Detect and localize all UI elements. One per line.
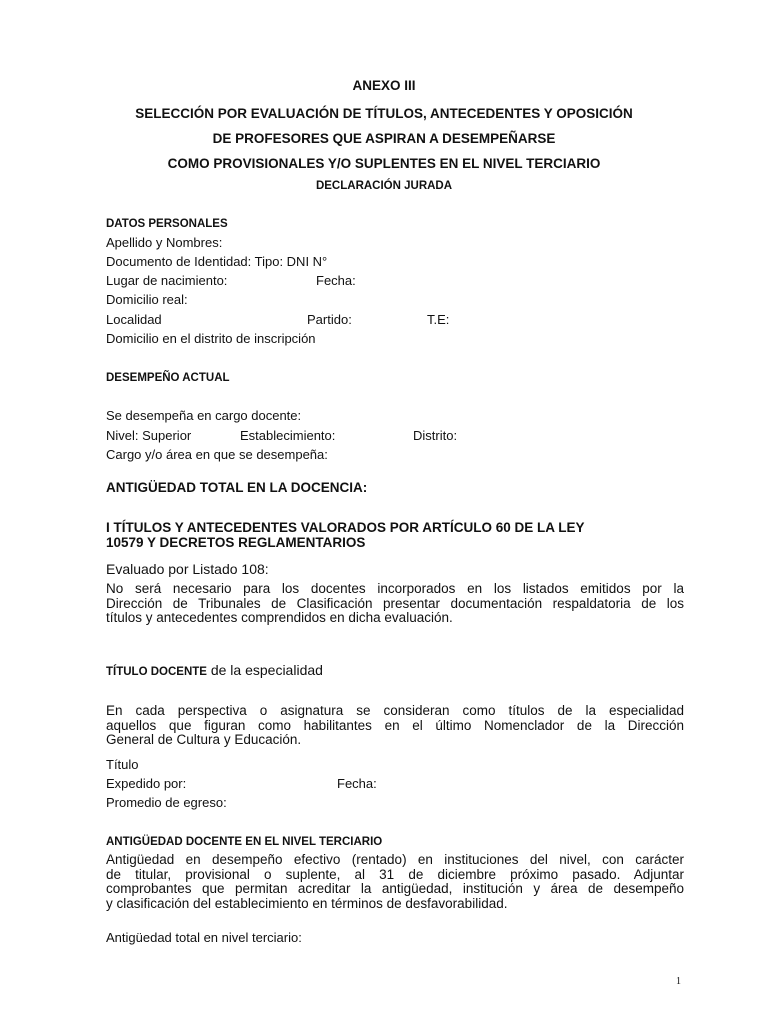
graduation-average-label: Promedio de egreso: xyxy=(106,795,227,810)
section1-note xyxy=(106,582,684,626)
name-label: Apellido y Nombres: xyxy=(106,235,223,250)
tertiary-para-line-3: comprobantes que permitan acreditar la antigüedad, institución y área de desempeño xyxy=(106,881,684,897)
registration-address-label: Domicilio en el distrito de inscripción xyxy=(106,331,316,346)
tertiary-para-line-2: de titular, provisional o suplente, al 31 de diciembre próximo pasado. Adjuntar xyxy=(106,866,684,882)
total-seniority-heading: ANTIGÜEDAD TOTAL EN LA DOCENCIA: xyxy=(106,480,368,495)
title-line-2: DE PROFESORES QUE ASPIRAN A DESEMPEÑARSE xyxy=(212,131,556,146)
section1-note-line-1: No será necesario para los docentes incorporados en los listados emitidos por la xyxy=(106,581,684,596)
title-line-3: COMO PROVISIONALES Y/O SUPLENTES EN EL NIVEL TERCIARIO xyxy=(167,156,601,171)
section1-heading-line-2: 10579 Y DECRETOS REGLAMENTARIOS xyxy=(106,535,366,550)
school-district-label: Distrito: xyxy=(413,428,458,443)
teaching-title-paragraph xyxy=(106,704,684,748)
id-document-label: Documento de Identidad: Tipo: DNI N° xyxy=(106,254,328,269)
annex-title: ANEXO III xyxy=(352,78,416,93)
teaching-title-heading xyxy=(106,662,323,680)
document-subtitle: DECLARACIÓN JURADA xyxy=(315,180,453,192)
tertiary-seniority-paragraph xyxy=(106,853,684,911)
phone-label: T.E: xyxy=(427,312,450,327)
birthplace-label: Lugar de nacimiento: xyxy=(106,273,228,288)
issued-by-label: Expedido por: xyxy=(106,776,187,791)
tertiary-para-line-4: y clasificación del establecimiento en términos de desfavorabilidad. xyxy=(106,895,508,911)
teaching-title-para-line-1: En cada perspectiva o asignatura se consideran como títulos de la especialidad xyxy=(106,703,684,718)
issue-date-label: Fecha: xyxy=(337,776,377,791)
section1-note-line-3: títulos y antecedentes comprendidos en dicha evaluación. xyxy=(106,610,453,626)
teaching-position-label: Se desempeña en cargo docente: xyxy=(106,408,302,423)
section1-heading-line-1: I TÍTULOS Y ANTECEDENTES VALORADOS POR ARTÍCULO 60 DE LA LEY xyxy=(106,520,585,535)
personal-data-heading: DATOS PERSONALES xyxy=(106,218,228,230)
evaluated-by-list-label: Evaluado por Listado 108: xyxy=(106,561,269,577)
tertiary-total-label: Antigüedad total en nivel terciario: xyxy=(106,930,302,945)
teaching-title-para-line-2: aquellos que figuran como habilitantes en el último Nomenclador de la Dirección xyxy=(106,717,684,733)
locality-label: Localidad xyxy=(106,312,162,327)
tertiary-seniority-heading: ANTIGÜEDAD DOCENTE EN EL NIVEL TERCIARIO xyxy=(106,836,383,848)
page-number: 1 xyxy=(676,976,681,987)
teaching-title-para-line-3: General de Cultura y Educación. xyxy=(106,732,302,748)
teaching-title-heading-bold: TÍTULO DOCENTE xyxy=(106,666,207,678)
district-label: Partido: xyxy=(307,312,352,327)
tertiary-para-line-1: Antigüedad en desempeño efectivo (rentado) en instituciones del nivel, con carácter xyxy=(106,852,684,867)
teaching-title-heading-rest: de la especialidad xyxy=(206,662,323,678)
section1-note-line-2: Dirección de Tribunales de Clasificación presentar documentación respaldatoria de los xyxy=(106,595,684,611)
school-label: Establecimiento: xyxy=(240,428,336,443)
address-label: Domicilio real: xyxy=(106,292,188,307)
birth-date-label: Fecha: xyxy=(316,273,356,288)
title-line-1: SELECCIÓN POR EVALUACIÓN DE TÍTULOS, ANTECEDENTES Y OPOSICIÓN xyxy=(135,106,633,121)
title-label: Título xyxy=(106,757,139,772)
role-label: Cargo y/o área en que se desempeña: xyxy=(106,447,328,462)
current-position-heading: DESEMPEÑO ACTUAL xyxy=(106,372,230,384)
level-label: Nivel: Superior xyxy=(106,428,192,443)
